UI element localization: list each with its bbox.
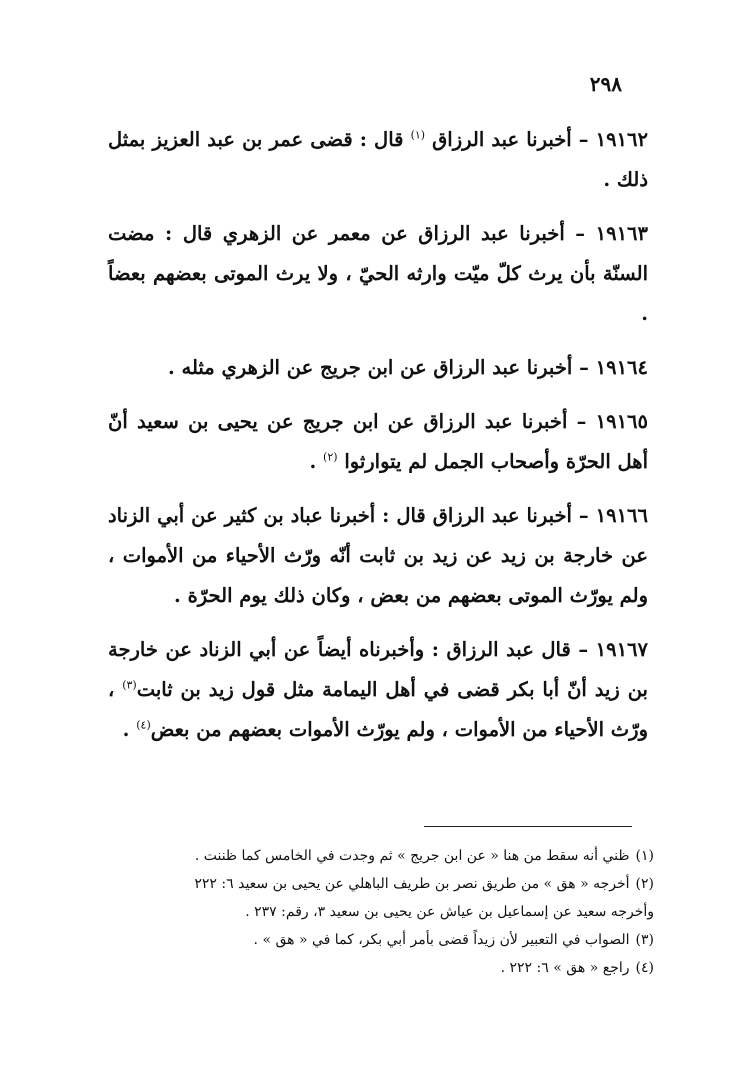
footnote-line (104, 954, 654, 982)
hadith-text: . (122, 718, 137, 741)
hadith-paragraph (108, 214, 648, 334)
footnote-text: وأخرجه سعيد عن إسماعيل بن عياش عن يحيى بن سعيد ٣، رقم: ٢٣٧ . (245, 904, 654, 920)
hadith-text: – أخبرنا عبد الرزاق قال : أخبرنا عباد بن كثير عن أبي الزناد عن خارجة بن زيد عن زيد بن ثابت أنّه ورّث الأحياء من الأموات ، ولم يورّث الموتى بعضهم من بعض ، وكان ذلك يوم الحرّة . (108, 504, 648, 607)
hadith-text: . (309, 450, 324, 473)
hadith-text: – أخبرنا عبد الرزاق (425, 128, 596, 151)
footnote-line (104, 926, 654, 954)
hadith-paragraph (108, 348, 648, 388)
hadith-text: – أخبرنا عبد الرزاق عن ابن جريج عن الزهري مثله . (167, 356, 596, 379)
hadith-text: قال : قضى عمر بن عبد العزيز بمثل ذلك . (108, 128, 648, 191)
hadith-number: ١٩١٦٥ (595, 410, 648, 433)
footnotes (104, 842, 654, 982)
footnote-number: (٢) (635, 876, 654, 892)
hadith-text: – قال عبد الرزاق : وأخبرناه أيضاً عن أبي الزناد عن خارجة بن زيد أنّ أبا بكر قضى في أهل اليمامة مثل قول زيد بن ثابت (108, 638, 648, 701)
footnote-line (104, 842, 654, 870)
footnote-reference: (٣) (122, 678, 137, 692)
hadith-number: ١٩١٦٢ (595, 128, 648, 151)
footnote-text: أخرجه « هق » من طريق نصر بن طريف الباهلي عن يحيى بن سعيد ٦: ٢٢٢ (194, 876, 630, 892)
footnote-number: (٤) (635, 960, 654, 976)
hadith-paragraph (108, 630, 648, 750)
footnote-reference: (٢) (323, 450, 338, 464)
footnote-reference: (٤) (136, 718, 151, 732)
hadith-number: ١٩١٦٣ (595, 222, 648, 245)
main-text (108, 120, 648, 764)
footnote-number: (٣) (635, 932, 654, 948)
hadith-text: – أخبرنا عبد الرزاق عن معمر عن الزهري قال : مضت السنّة بأن يرث كلّ ميّت وارثه الحيّ ، ولا يرث الموتى بعضهم بعضاً . (108, 222, 648, 325)
page-number: ٢٩٨ (589, 72, 622, 96)
footnote-text: ظني أنه سقط من هنا « عن ابن جريج » ثم وجدت في الخامس كما ظننت . (194, 848, 630, 864)
footnote-text: راجع « هق » ٦: ٢٢٢ . (500, 960, 630, 976)
hadith-paragraph (108, 120, 648, 200)
footnote-line (104, 870, 654, 898)
footnote-divider (424, 826, 632, 827)
hadith-text: ، ورّث الأحياء من الأموات ، ولم يورّث الأموات بعضهم من بعض (108, 678, 648, 741)
footnote-number: (١) (635, 848, 654, 864)
footnote-line (104, 898, 654, 926)
hadith-paragraph (108, 402, 648, 482)
hadith-number: ١٩١٦٦ (595, 504, 648, 527)
hadith-number: ١٩١٦٧ (595, 638, 648, 661)
footnote-reference: (١) (410, 128, 426, 142)
hadith-paragraph (108, 496, 648, 616)
hadith-number: ١٩١٦٤ (595, 356, 648, 379)
footnote-text: الصواب في التعبير لأن زيداً قضى بأمر أبي بكر، كما في « هق » . (253, 932, 630, 948)
hadith-text: – أخبرنا عبد الرزاق عن ابن جريج عن يحيى بن سعيد أنّ أهل الحرّة وأصحاب الجمل لم يتوارثوا (108, 410, 648, 473)
